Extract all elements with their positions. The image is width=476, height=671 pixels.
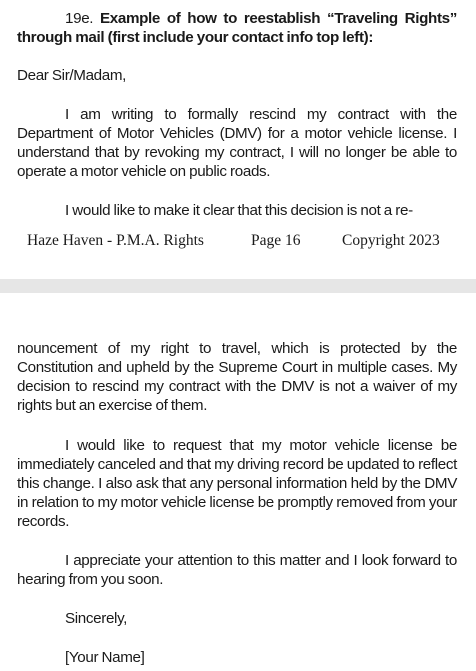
heading-title: Example of how to reestablish “Traveling Rights” through mail (first include your contact info top left) bbox=[17, 10, 457, 46]
paragraph-2-continued: nouncement of my right to travel, which is protected by the Constitution and upheld by the Supreme Court in multiple cases. My decision to rescind my contract with the DMV is not a waiver of my rights but an exercise of them. bbox=[17, 340, 457, 414]
document-page-17 bbox=[0, 293, 476, 671]
salutation: Dear Sir/Madam, bbox=[17, 67, 127, 84]
paragraph-1: I am writing to formally rescind my contract with the Department of Motor Vehicles (DMV) for a motor vehicle license. I understand that by revoking my contract, I will no longer be able to operate a motor vehicle on public roads. bbox=[17, 106, 457, 180]
closing: Sincerely, bbox=[65, 610, 128, 627]
document-page-16 bbox=[0, 0, 476, 279]
page-separator bbox=[0, 279, 476, 293]
page-footer bbox=[0, 232, 476, 252]
footer-left: Haze Haven - P.M.A. Rights bbox=[27, 232, 204, 249]
paragraph-4: I appreciate your attention to this matter and I look forward to hearing from you soon. bbox=[17, 552, 457, 588]
section-heading bbox=[17, 9, 457, 47]
heading-colon: : bbox=[368, 29, 374, 46]
footer-copyright: Copyright 2023 bbox=[342, 232, 440, 249]
paragraph-2-start: I would like to make it clear that this decision is not a re- bbox=[65, 202, 413, 219]
heading-number: 19e. bbox=[65, 10, 100, 27]
footer-page-number: Page 16 bbox=[251, 232, 301, 249]
signature-placeholder: [Your Name] bbox=[65, 649, 145, 666]
paragraph-3: I would like to request that my motor vehicle license be immediately canceled and that my driving record be updated to reflect this change. I also ask that any personal information held by the DMV in relation to my motor vehicle license be promptly removed from your records. bbox=[17, 437, 457, 530]
